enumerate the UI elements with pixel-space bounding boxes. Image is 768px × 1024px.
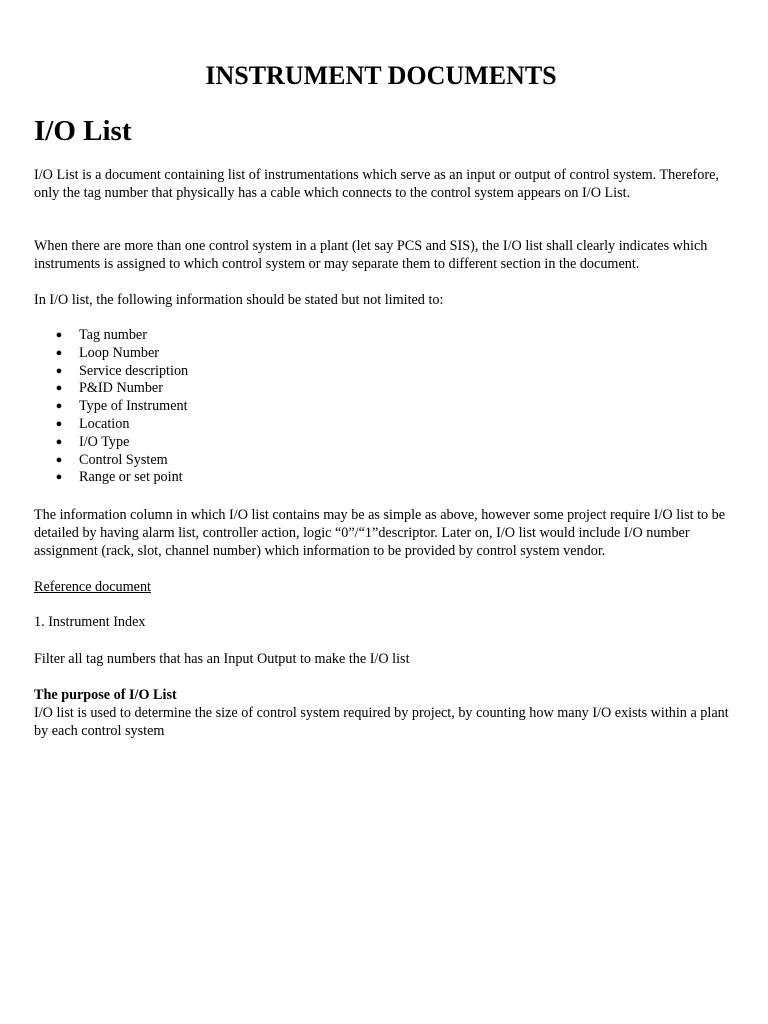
intro-paragraph: I/O List is a document containing list of instrumentations which serve as an input or output of control system. Therefore, only the tag number that physically has a cable which connects to the control system appears on I/O List.: [34, 167, 719, 201]
bullet-icon: ●: [55, 382, 63, 395]
list-item-label: I/O Type: [79, 433, 130, 450]
information-intro-paragraph: In I/O list, the following information should be stated but not limited to:: [34, 292, 444, 308]
purpose-paragraph: I/O list is used to determine the size of control system required by project, by counting how many I/O exists within a plant by each control system: [34, 705, 729, 739]
bullet-icon: ●: [55, 435, 63, 448]
list-item: [34, 416, 694, 434]
list-item-label: Range or set point: [79, 469, 183, 486]
bullet-icon: ●: [55, 329, 63, 341]
bullet-icon: ●: [55, 364, 63, 377]
list-item-label: Loop Number: [79, 344, 159, 361]
information-list: [34, 327, 694, 487]
list-item-label: P&ID Number: [79, 380, 163, 397]
control-system-paragraph: When there are more than one control system in a plant (let say PCS and SIS), the I/O list shall clearly indicates which instruments is assigned to which control system or may separate them to different section in the document.: [34, 238, 708, 272]
bullet-icon: ●: [55, 453, 63, 466]
section-heading: I/O List: [34, 115, 132, 147]
list-item: [34, 380, 694, 398]
list-item: [34, 345, 694, 363]
purpose-section: [34, 686, 734, 740]
bullet-icon: ●: [55, 400, 63, 413]
filter-paragraph: Filter all tag numbers that has an Input Output to make the I/O list: [34, 651, 410, 667]
list-item: [34, 452, 694, 470]
reference-item: 1. Instrument Index: [34, 614, 146, 630]
document-title: INSTRUMENT DOCUMENTS: [205, 61, 557, 90]
list-item: [34, 469, 694, 487]
list-item: [34, 398, 694, 416]
bullet-icon: ●: [55, 417, 63, 430]
information-column-paragraph: The information column in which I/O list contains may be as simple as above, however some project require I/O list to be detailed by having alarm list, controller action, logic “0”/“1”descriptor. Later on, I/O list would include I/O number assignment (rack, slot, channel number) which information to be provided by control system vendor.: [34, 507, 726, 559]
list-item-label: Tag number: [79, 327, 147, 343]
list-item-label: Type of Instrument: [79, 398, 188, 415]
purpose-heading: The purpose of I/O List: [34, 687, 177, 703]
bullet-icon: ●: [55, 471, 63, 484]
list-item-label: Service description: [79, 362, 189, 379]
bullet-icon: ●: [55, 346, 63, 359]
list-item: [34, 327, 694, 345]
list-item: [34, 363, 694, 381]
list-item-label: Control System: [79, 451, 168, 468]
list-item-label: Location: [79, 415, 130, 432]
list-item: [34, 434, 694, 452]
reference-document-label: Reference document: [34, 579, 151, 595]
